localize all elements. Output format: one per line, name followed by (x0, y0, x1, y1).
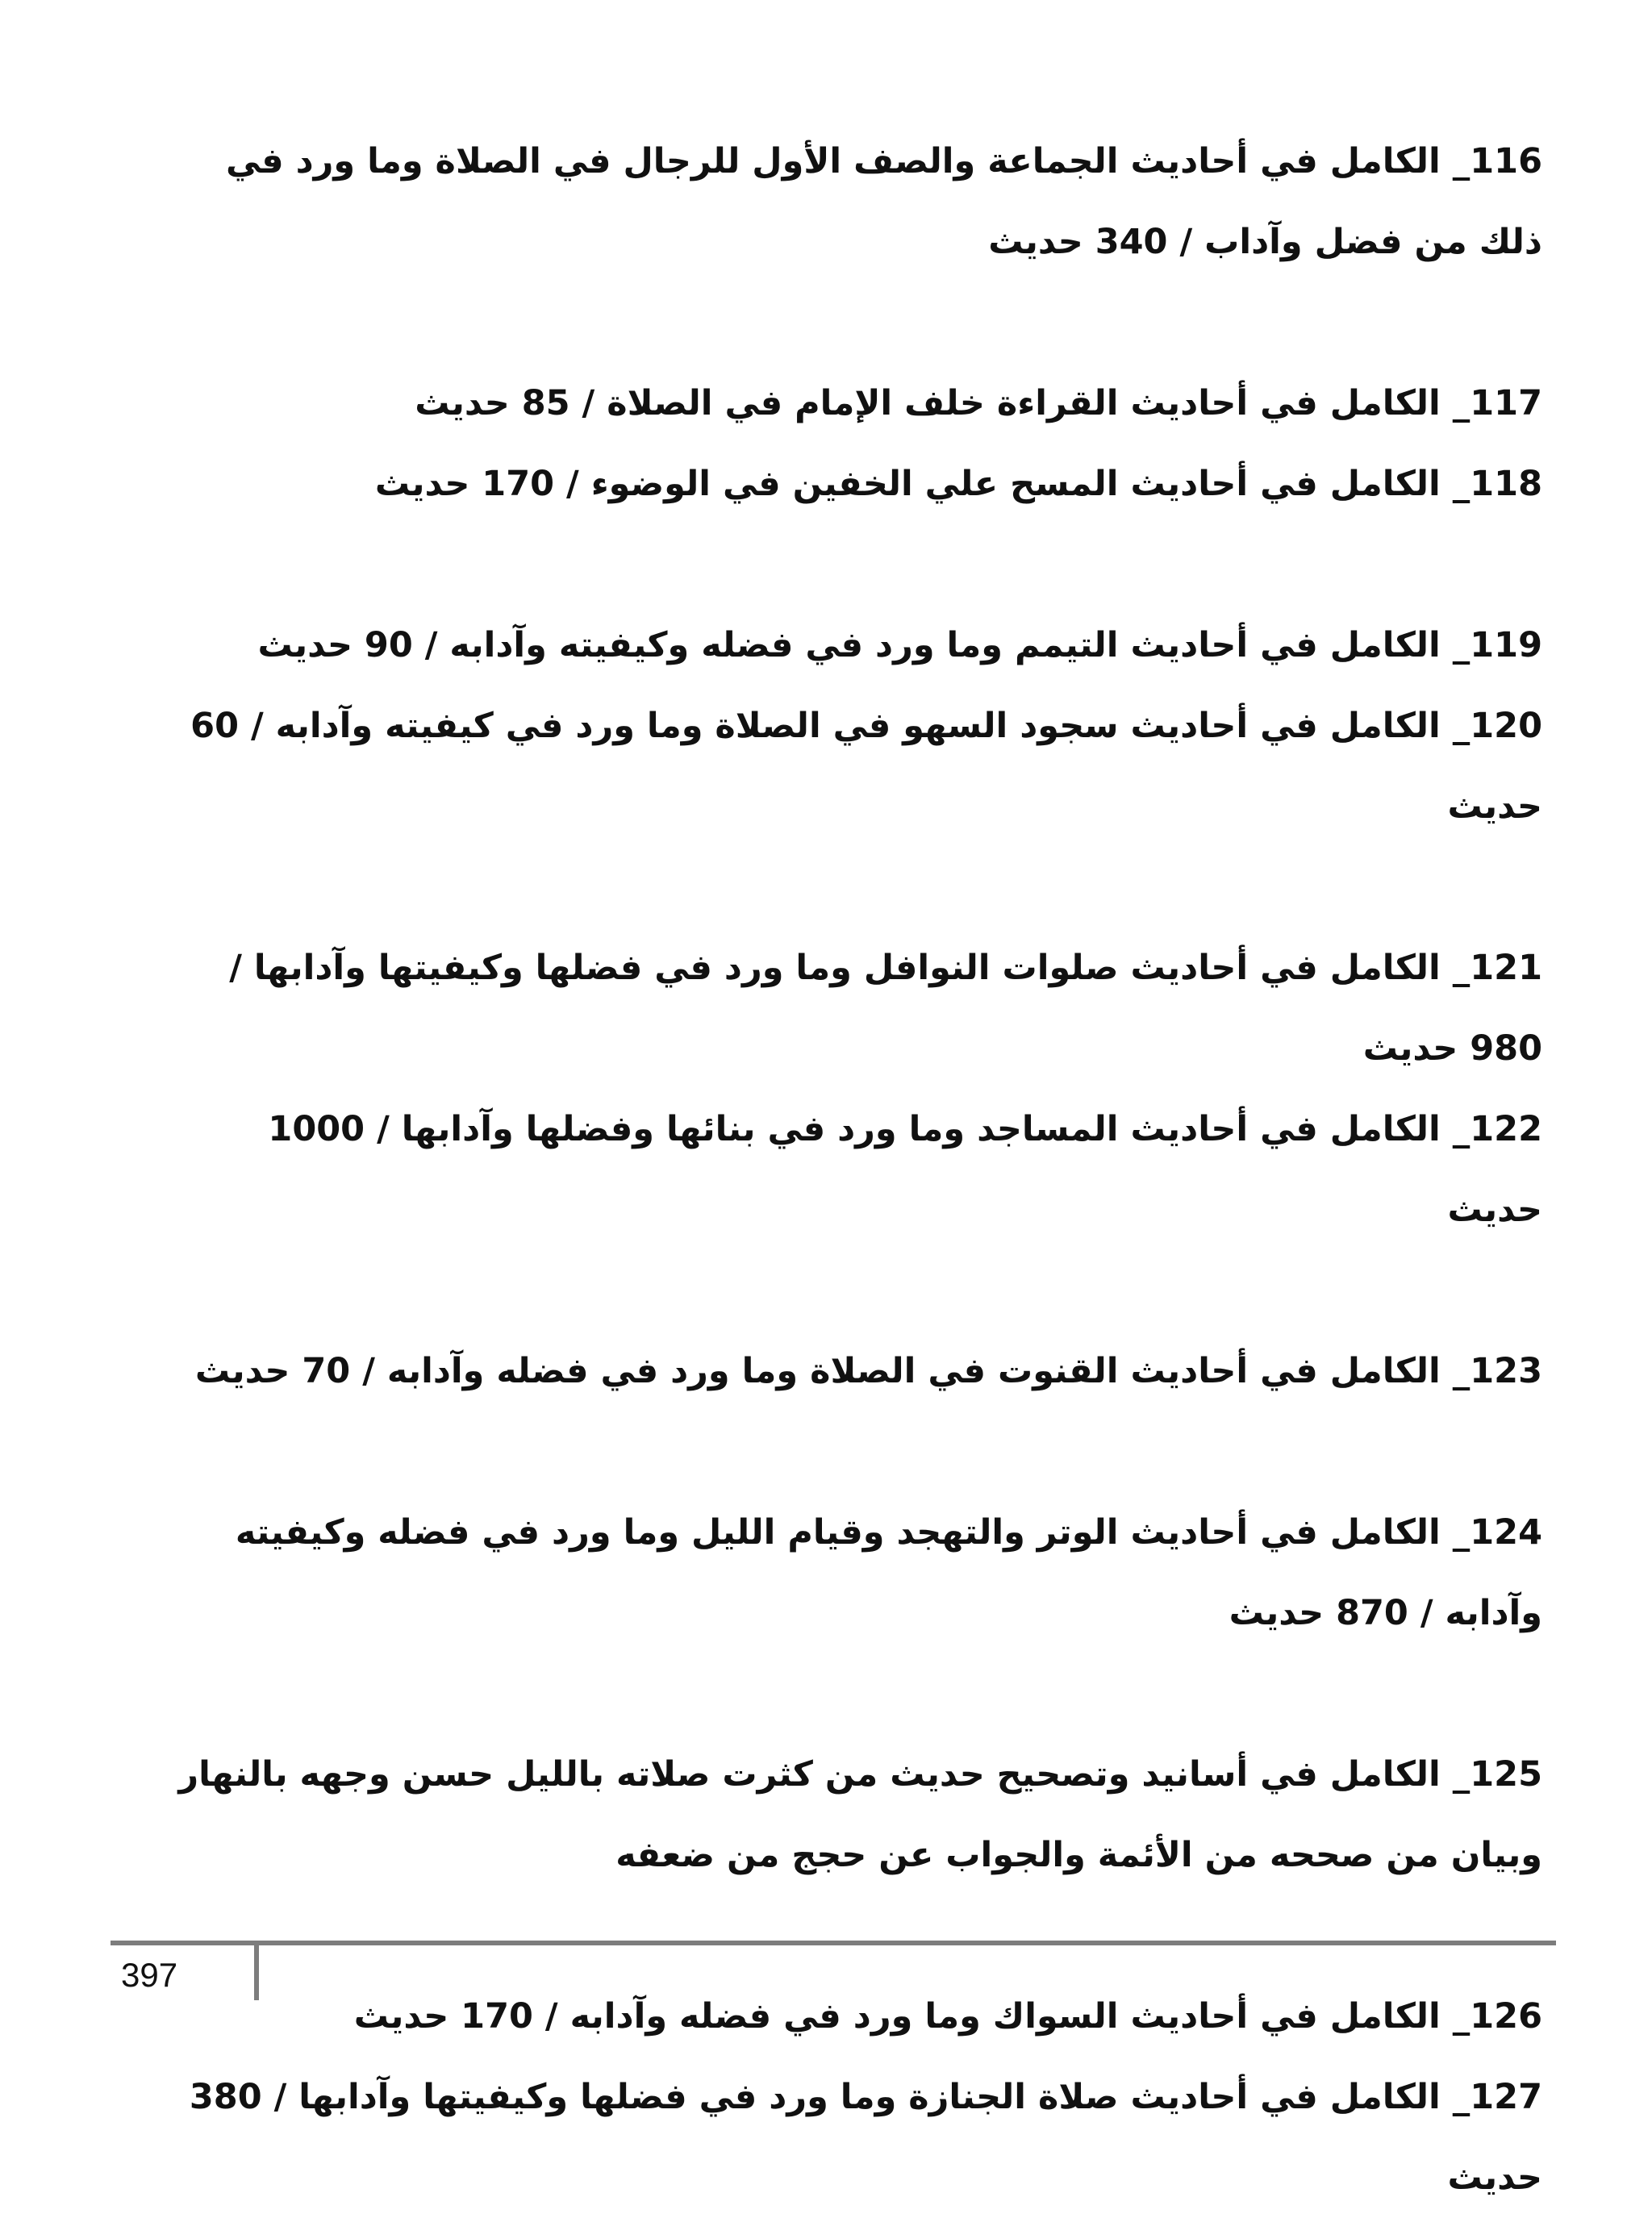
entry-121: 121_ الكامل في أحاديث صلوات النوافل وما ورد في فضلها وكيفيتها وآدابها / 980 حديث (229, 948, 1542, 1069)
entry-118: 118_ الكامل في أحاديث المسح علي الخفين في الوضوء / 170 حديث (374, 464, 1542, 504)
entry-127: 127_ الكامل في أحاديث صلاة الجنازة وما ورد في فضلها وكيفيتها وآدابها / 380 حديث (189, 2077, 1542, 2198)
entry-list (169, 121, 1542, 2218)
page-number: 397 (121, 1956, 178, 1994)
entry-116: 116_ الكامل في أحاديث الجماعة والصف الأول للرجال في الصلاة وما ورد في ذلك من فضل وآداب / 340 حديث (225, 141, 1542, 262)
entry-120: 120_ الكامل في أحاديث سجود السهو في الصلاة وما ورد في كيفيته وآدابه / 60 حديث (190, 706, 1542, 827)
entry-123: 123_ الكامل في أحاديث القنوت في الصلاة وما ورد في فضله وآدابه / 70 حديث (194, 1351, 1542, 1391)
entry-124: 124_ الكامل في أحاديث الوتر والتهجد وقيام الليل وما ورد في فضله وكيفيته وآدابه / 870 حديث (235, 1512, 1542, 1633)
entry-126: 126_ الكامل في أحاديث السواك وما ورد في فضله وآدابه / 170 حديث (353, 1996, 1542, 2037)
footer-rule (111, 1941, 1556, 1945)
entry-125: 125_ الكامل في أسانيد وتصحيح حديث من كثرت صلاته بالليل حسن وجهه بالنهار وبيان من صححه من الأئمة والجواب عن حجج من ضعفه (178, 1754, 1542, 1875)
entry-119: 119_ الكامل في أحاديث التيمم وما ورد في فضله وكيفيته وآدابه / 90 حديث (257, 625, 1542, 665)
entry-117: 117_ الكامل في أحاديث القراءة خلف الإمام في الصلاة / 85 حديث (415, 383, 1542, 423)
entry-122: 122_ الكامل في أحاديث المساجد وما ورد في بنائها وفضلها وآدابها / 1000 حديث (268, 1109, 1542, 1230)
footer-divider-tick (254, 1941, 259, 2000)
